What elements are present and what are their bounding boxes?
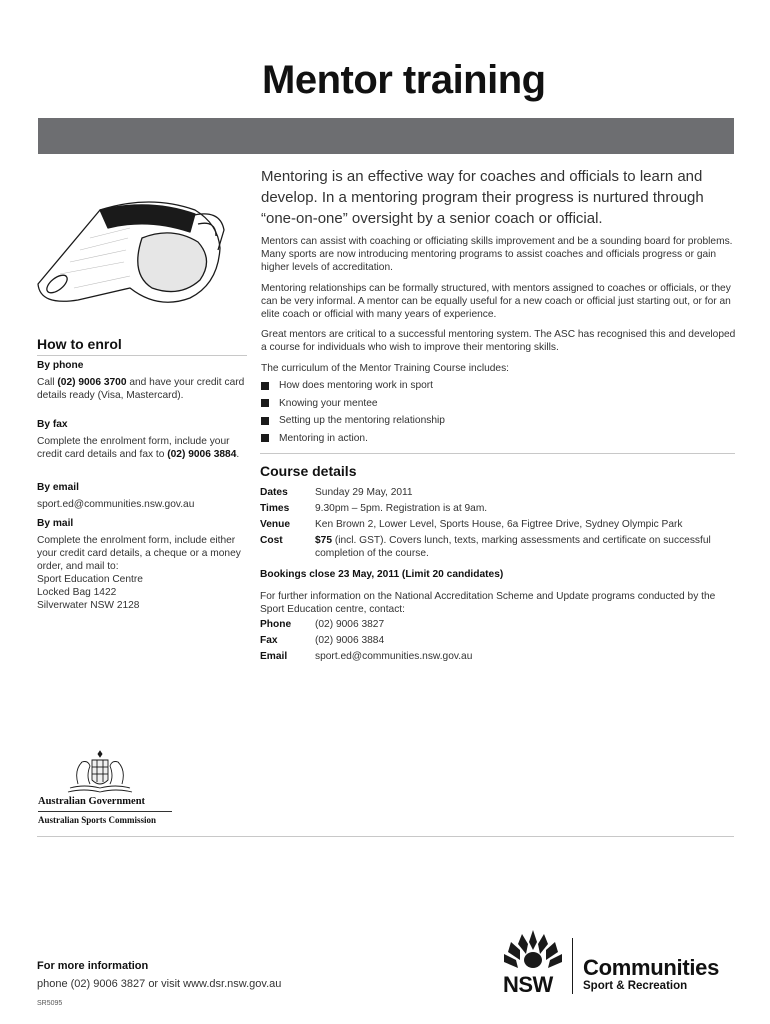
bullet-square-icon: [261, 434, 269, 442]
divider: [37, 836, 734, 837]
divider: [37, 355, 247, 356]
list-item: How does mentoring work in sport: [261, 377, 445, 395]
title-band: [38, 118, 734, 154]
divider: [38, 811, 172, 812]
intro-text: Mentoring is an effective way for coaches and officials to learn and develop. In a mentoring program their progress is nurtured through “one-on-one” oversight by a senior coach or official.: [261, 168, 704, 227]
enrol-email-link[interactable]: sport.ed@communities.nsw.gov.au: [37, 499, 195, 510]
enrol-email-section: By email sport.ed@communities.nsw.gov.au: [37, 481, 247, 511]
enrol-fax-section: By fax Complete the enrolment form, include your credit card details and fax to (02) 9006 3884.: [37, 419, 240, 460]
paragraph-3: Great mentors are critical to a successful mentoring system. The ASC has recognised this and developed a course for individuals who wish to improve their mentoring skills.: [261, 329, 736, 354]
bullet-square-icon: [261, 382, 269, 390]
contact-email-row: Email sport.ed@communities.nsw.gov.au: [260, 651, 473, 662]
sport-recreation-label: Sport & Recreation: [583, 980, 688, 992]
whistle-illustration: [30, 188, 240, 318]
contact-fax-row: Fax (02) 9006 3884: [260, 635, 385, 646]
course-venue-row: Venue Ken Brown 2, Lower Level, Sports House, 6a Figtree Drive, Sydney Olympic Park: [260, 519, 683, 530]
list-item: Setting up the mentoring relationship: [261, 412, 445, 430]
logo-divider: [572, 938, 573, 994]
page-title: Mentor training: [262, 58, 546, 102]
document-code: SR5095: [37, 1000, 63, 1007]
list-item: Knowing your mentee: [261, 395, 445, 413]
footer-heading: For more information: [37, 960, 149, 972]
course-details-heading: Course details: [260, 463, 357, 479]
asc-label: Australian Sports Commission: [38, 815, 157, 825]
course-cost-row: Cost $75 (incl. GST). Covers lunch, texts, marking assessments and certificate on successful completion of the course.: [260, 535, 711, 560]
australian-government-label: Australian Government: [38, 796, 146, 807]
bullet-square-icon: [261, 417, 269, 425]
course-dates-row: Dates Sunday 29 May, 2011: [260, 487, 413, 498]
paragraph-2: Mentoring relationships can be formally structured, with mentors assigned to coaches or officials, or they can be very informal. A mentor can be equally useful for a new coach or official just starting out, or for an elite coach or official with many years of experience.: [261, 283, 731, 321]
communities-wordmark: Communities: [583, 955, 720, 980]
waratah-logo: [500, 928, 566, 972]
contact-phone-row: Phone (02) 9006 3827: [260, 619, 385, 630]
divider: [260, 453, 735, 454]
coat-of-arms-emblem: [64, 750, 136, 796]
curriculum-list: [261, 377, 445, 447]
course-times-row: Times 9.30pm – 5pm. Registration is at 9am.: [260, 503, 488, 514]
contact-email-link[interactable]: sport.ed@communities.nsw.gov.au: [315, 651, 473, 662]
list-item: Mentoring in action.: [261, 430, 445, 448]
footer-contact: phone (02) 9006 3827 or visit www.dsr.nsw.gov.au: [37, 978, 282, 990]
further-info: For further information on the National Accreditation Scheme and Update programs conducted by the Sport Education centre, contact:: [260, 591, 716, 616]
nsw-wordmark: NSW: [503, 972, 553, 997]
how-to-enrol-heading: How to enrol: [37, 336, 122, 352]
bullet-square-icon: [261, 399, 269, 407]
paragraph-4: The curriculum of the Mentor Training Course includes:: [261, 363, 510, 374]
paragraph-1: Mentors can assist with coaching or officiating skills improvement and be a sounding board for problems. Many sports are now introducing mentoring programs to assist coaches and officials progress or gain higher levels of accreditation.: [261, 236, 733, 274]
bookings-close: Bookings close 23 May, 2011 (Limit 20 candidates): [260, 569, 504, 580]
enrol-phone-section: By phone Call (02) 9006 3700 and have your credit card details ready (Visa, Mastercard).: [37, 360, 245, 401]
enrol-mail-section: By mail Complete the enrolment form, include either your credit card details, a cheque or a money order, and mail to: Sport Education Centre Locked Bag 1422 Silverwater NSW 2128: [37, 518, 241, 611]
